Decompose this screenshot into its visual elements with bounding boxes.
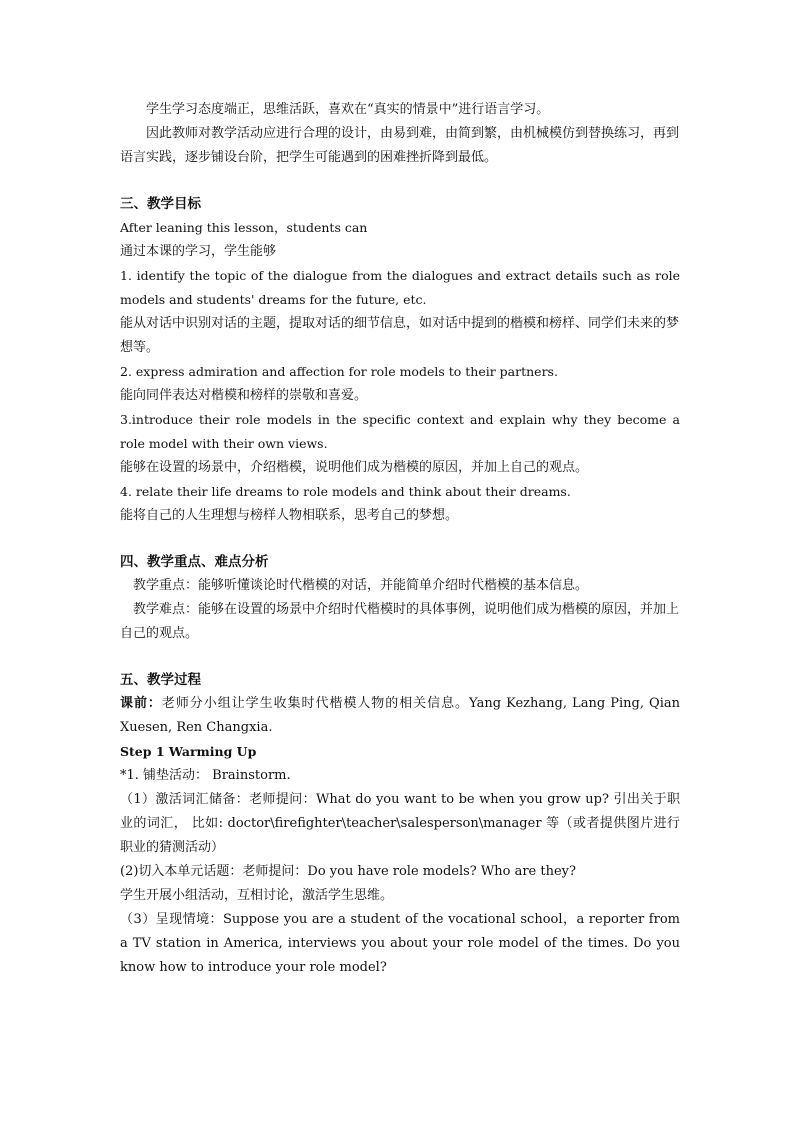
activity-item-3: （3）呈现情境：Suppose you are a student of the vocational school，a reporter from a TV station in America, interviews you about your role model of the times. Do you know how to introduce your role model?: [120, 912, 680, 975]
goal-4-cn: 能将自己的人生理想与榜样人物相联系，思考自己的梦想。: [120, 508, 459, 523]
teaching-key-point: 教学重点：能够听懂谈论时代楷模的对话，并能简单介绍时代楷模的基本信息。: [133, 578, 589, 593]
goal-4-en: 4. relate their life dreams to role models and think about their dreams.: [120, 484, 571, 499]
goal-1-cn: 能从对话中识别对话的主题，提取对话的细节信息，如对话中提到的楷模和榜样、同学们未来的梦想等。: [120, 316, 680, 355]
activity-item-1: （1）激活词汇储备：老师提问：What do you want to be when you grow up? 引出关于职业的词汇， 比如: doctor\firefighter\teacher\salesperson\manager 等（或者提供图片进行职业的猜测活动）: [120, 792, 680, 855]
teaching-difficult-point: 教学难点：能够在设置的场景中介绍时代楷模时的具体事例，说明他们成为楷模的原因，并加上自己的观点。: [120, 602, 680, 641]
section-3-title: 三、教学目标: [120, 196, 201, 212]
goals-lead-cn: 通过本课的学习，学生能够: [120, 244, 277, 259]
activity-item-2-cn: 学生开展小组活动，互相讨论，激活学生思维。: [120, 888, 394, 903]
goal-3-cn: 能够在设置的场景中，介绍楷模，说明他们成为楷模的原因，并加上自己的观点。: [120, 460, 589, 475]
intro-paragraph-1: 学生学习态度端正，思维活跃，喜欢在“真实的情景中”进行语言学习。: [146, 102, 550, 117]
activity-item-2: (2)切入本单元话题：老师提问：Do you have role models? Who are they?: [120, 864, 576, 879]
activity-1: *1. 铺垫活动： Brainstorm.: [120, 768, 291, 783]
section-5-title: 五、教学过程: [120, 672, 201, 688]
goal-3-en: 3.introduce their role models in the specific context and explain why they become a role model with their own views.: [120, 412, 680, 451]
goals-lead-en: After leaning this lesson，students can: [120, 220, 368, 235]
pre-class-text: 老师分小组让学生收集时代楷模人物的相关信息。Yang Kezhang, Lang Ping, Qian Xuesen, Ren Changxia.: [120, 696, 680, 735]
step-1-title: Step 1 Warming Up: [120, 744, 257, 759]
section-4-title: 四、教学重点、难点分析: [120, 554, 269, 570]
goal-2-en: 2. express admiration and affection for role models to their partners.: [120, 364, 558, 379]
pre-class-label: 课前：: [120, 696, 162, 711]
goal-1-en: 1. identify the topic of the dialogue from the dialogues and extract details such as role models and students' dreams for the future, etc.: [120, 268, 680, 307]
intro-paragraph-2: 因此教师对教学活动应进行合理的设计，由易到难，由简到繁，由机械模仿到替换练习，再到语言实践，逐步铺设台阶，把学生可能遇到的困难挫折降到最低。: [120, 126, 680, 165]
pre-class-paragraph: [120, 692, 680, 740]
goal-2-cn: 能向同伴表达对楷模和榜样的崇敬和喜爱。: [120, 388, 368, 403]
document-body: [120, 98, 680, 980]
